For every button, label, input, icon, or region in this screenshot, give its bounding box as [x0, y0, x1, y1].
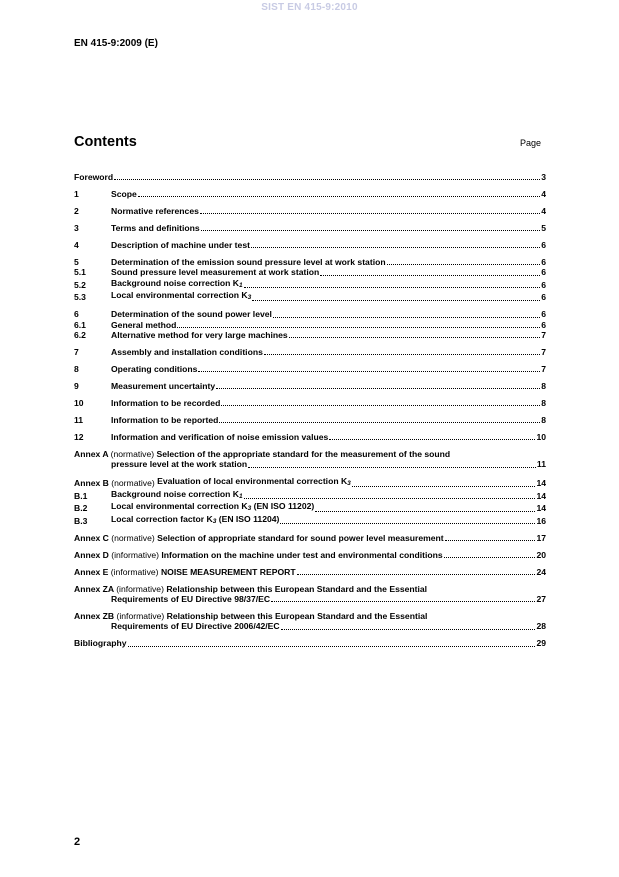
toc-title: Description of machine under test [111, 240, 250, 250]
toc-title: Evaluation of local environmental correction K3 [157, 476, 351, 488]
subscript: 1 [238, 492, 243, 500]
toc-page: 16 [536, 515, 546, 526]
annex-label: Annex ZA (informative) [74, 583, 164, 594]
subscript: 3 [247, 294, 252, 302]
table-of-contents [74, 172, 546, 655]
watermark: SIST EN 415-9:2010 [261, 2, 358, 13]
toc-page: 3 [541, 172, 546, 182]
toc-page: 8 [541, 398, 546, 409]
toc-entry-1[interactable] [74, 189, 546, 199]
toc-entry-annex-a[interactable] [74, 449, 546, 459]
toc-number: 1 [74, 189, 79, 199]
annex-label: Annex A (normative) [74, 449, 155, 460]
toc-title: Terms and definitions [111, 223, 200, 233]
toc-entry-9[interactable] [74, 381, 546, 391]
toc-entry-foreword[interactable] [74, 172, 546, 182]
toc-title: Selection of the appropriate standard for the measurement of the sound [156, 449, 451, 460]
toc-page: 6 [541, 279, 546, 290]
toc-entry-7[interactable] [74, 347, 546, 357]
dot-leader [271, 594, 535, 602]
annex-label: Annex D (informative) [74, 549, 160, 560]
toc-title: Scope [111, 189, 137, 199]
toc-entry-annex-zb-cont[interactable] [74, 621, 546, 631]
toc-entry-12[interactable] [74, 432, 546, 442]
toc-title: Information to be recorded [111, 398, 221, 409]
toc-entry-annex-b[interactable] [74, 476, 546, 488]
dot-leader [114, 172, 540, 180]
toc-entry-5-2[interactable] [74, 278, 546, 290]
dot-leader [198, 364, 540, 372]
toc-title: NOISE MEASUREMENT REPORT [160, 566, 296, 577]
dot-leader [248, 460, 536, 468]
subscript: 3 [347, 480, 351, 488]
dot-leader [251, 240, 540, 248]
toc-entry-annex-za[interactable] [74, 584, 546, 594]
toc-entry-11[interactable] [74, 415, 546, 425]
dot-leader [297, 567, 536, 575]
dot-leader [219, 415, 540, 423]
annex-label: Annex E (informative) [74, 566, 159, 577]
toc-page: 7 [541, 330, 546, 341]
dot-leader [352, 479, 536, 487]
toc-entry-10[interactable] [74, 398, 546, 408]
dot-leader [273, 310, 540, 318]
toc-number: 12 [74, 432, 84, 443]
toc-number: 6.1 [74, 319, 86, 330]
toc-entry-annex-c[interactable] [74, 533, 546, 543]
toc-entry-annex-za-cont[interactable] [74, 594, 546, 604]
toc-page: 7 [541, 364, 546, 375]
toc-number: B.2 [74, 503, 88, 514]
annex-label: Annex ZB (informative) [74, 611, 165, 622]
toc-entry-annex-e[interactable] [74, 567, 546, 577]
toc-page: 24 [536, 566, 546, 577]
toc-title: Bibliography [74, 638, 127, 649]
toc-page: 4 [541, 189, 546, 199]
toc-number: 6 [74, 309, 79, 320]
page-number: 2 [74, 836, 81, 848]
dot-leader [128, 639, 536, 647]
toc-entry-2[interactable] [74, 206, 546, 216]
subscript: 3 [212, 517, 217, 525]
toc-number: 2 [74, 206, 79, 216]
page-column-label: Page [520, 138, 542, 148]
toc-entry-3[interactable] [74, 223, 546, 233]
dot-leader [200, 206, 540, 214]
toc-page: 6 [541, 267, 546, 278]
dot-leader [281, 622, 536, 630]
dot-leader [201, 223, 541, 231]
toc-entry-8[interactable] [74, 364, 546, 374]
toc-page: 6 [541, 240, 546, 250]
toc-title: Selection of appropriate standard for sound power level measurement [157, 532, 444, 543]
toc-title-continued: Requirements of EU Directive 98/37/EC [111, 594, 271, 605]
toc-page: 27 [536, 594, 546, 605]
dot-leader [252, 293, 540, 301]
toc-page: 11 [536, 459, 546, 470]
toc-title: Relationship between this European Standard and the Essential [166, 611, 428, 622]
toc-number: 4 [74, 240, 79, 250]
dot-leader [264, 347, 540, 355]
toc-title: Local environmental correction K3 (EN ISO 11202) [111, 501, 315, 513]
toc-title: Determination of the emission sound pressure level at work station [111, 257, 386, 267]
toc-entry-annex-d[interactable] [74, 550, 546, 560]
toc-number: 5.3 [74, 292, 86, 303]
toc-number: 10 [74, 398, 84, 409]
subscript: 3 [247, 505, 252, 513]
subscript: 1 [238, 281, 243, 289]
toc-page: 29 [536, 638, 546, 649]
toc-entry-6-2[interactable] [74, 330, 546, 340]
dot-leader [387, 257, 541, 265]
toc-title: Local environmental correction K3 [111, 290, 252, 302]
toc-title: Alternative method for very large machines [111, 330, 288, 341]
toc-page: 17 [536, 532, 546, 543]
dot-leader [445, 533, 536, 541]
toc-number: 5.2 [74, 279, 86, 290]
toc-page: 7 [541, 347, 546, 358]
toc-entry-annex-a-cont[interactable] [74, 459, 546, 469]
toc-page: 8 [541, 415, 546, 426]
dot-leader [177, 320, 540, 328]
toc-entry-6[interactable] [74, 309, 546, 319]
toc-page: 10 [536, 432, 546, 443]
dot-leader [221, 398, 540, 406]
dot-leader [320, 268, 540, 276]
toc-title: Foreword [74, 172, 114, 182]
toc-number: 3 [74, 223, 79, 233]
annex-label: Annex B (normative) [74, 478, 155, 489]
toc-title: Normative references [111, 206, 199, 216]
toc-title: General method [111, 319, 177, 330]
dot-leader [216, 381, 540, 389]
toc-page: 14 [536, 503, 546, 514]
document-reference: EN 415-9:2009 (E) [74, 38, 158, 49]
toc-page: 8 [541, 381, 546, 392]
dot-leader [244, 491, 536, 499]
toc-page: 6 [541, 319, 546, 330]
annex-label: Annex C (normative) [74, 532, 155, 543]
toc-title: Background noise correction K1 [111, 488, 243, 500]
toc-entry-5[interactable] [74, 257, 546, 267]
toc-number: 11 [74, 415, 84, 426]
toc-number: 6.2 [74, 330, 86, 341]
dot-leader [444, 550, 536, 558]
toc-number: 8 [74, 364, 79, 375]
dot-leader [138, 189, 540, 197]
toc-page: 28 [536, 621, 546, 632]
toc-page: 6 [541, 292, 546, 303]
toc-entry-b-2[interactable] [74, 501, 546, 513]
toc-title: Determination of the sound power level [111, 309, 272, 320]
toc-title-continued: pressure level at the work station [111, 459, 248, 470]
toc-title: Local correction factor K3 (EN ISO 11204) [111, 513, 280, 525]
toc-entry-4[interactable] [74, 240, 546, 250]
toc-title: Measurement uncertainty [111, 381, 216, 392]
toc-page: 5 [541, 223, 546, 233]
toc-title: Relationship between this European Standard and the Essential [166, 583, 428, 594]
toc-number: 5 [74, 257, 79, 267]
toc-number: B.1 [74, 490, 88, 501]
toc-entry-b-3[interactable] [74, 514, 546, 526]
toc-entry-bibliography[interactable] [74, 638, 546, 648]
toc-number: 7 [74, 347, 79, 358]
toc-number: B.3 [74, 515, 88, 526]
toc-title: Information to be reported [111, 415, 219, 426]
toc-title: Information and verification of noise emission values [111, 432, 329, 443]
toc-entry-5-1[interactable] [74, 267, 546, 277]
toc-title: Sound pressure level measurement at work station [111, 267, 320, 278]
toc-entry-b-1[interactable] [74, 489, 546, 501]
dot-leader [280, 516, 535, 524]
toc-page: 6 [541, 257, 546, 267]
toc-title: Background noise correction K1 [111, 277, 243, 289]
toc-entry-6-1[interactable] [74, 320, 546, 330]
toc-title-continued: Requirements of EU Directive 2006/42/EC [111, 621, 280, 632]
toc-title: Assembly and installation conditions [111, 347, 263, 358]
toc-entry-annex-zb[interactable] [74, 611, 546, 621]
contents-heading: Contents [74, 134, 137, 150]
toc-page: 4 [541, 206, 546, 216]
dot-leader [315, 504, 535, 512]
toc-page: 14 [536, 478, 546, 489]
toc-title: Operating conditions [111, 364, 198, 375]
toc-number: 9 [74, 381, 79, 392]
toc-entry-5-3[interactable] [74, 290, 546, 302]
dot-leader [244, 280, 541, 288]
toc-page: 6 [541, 309, 546, 320]
toc-number: 5.1 [74, 267, 86, 278]
dot-leader [289, 330, 541, 338]
toc-page: 20 [536, 549, 546, 560]
toc-title: Information on the machine under test and environmental conditions [161, 549, 443, 560]
dot-leader [329, 432, 535, 440]
toc-page: 14 [536, 490, 546, 501]
